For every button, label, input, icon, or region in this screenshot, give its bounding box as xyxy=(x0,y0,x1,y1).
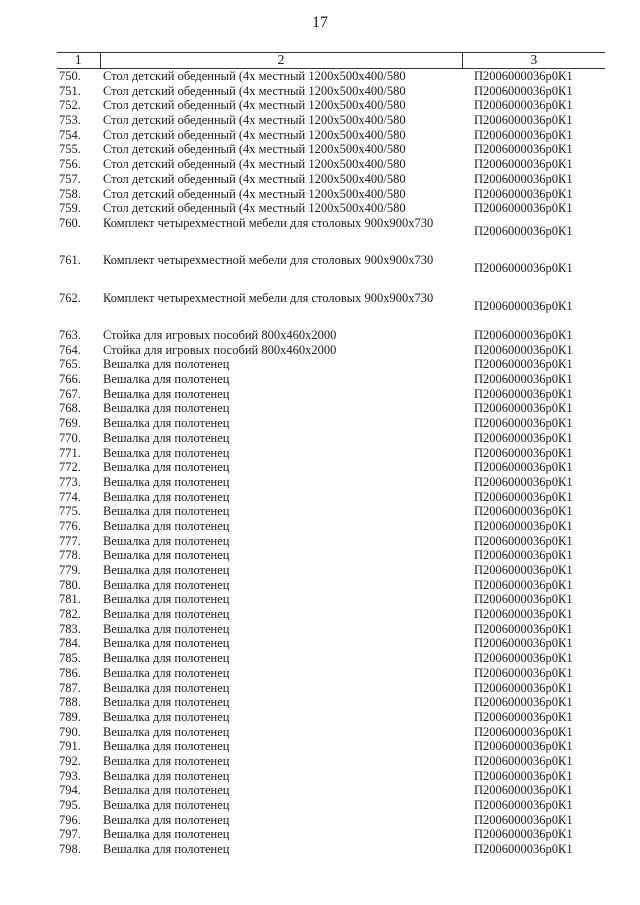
item-code: П2006000036р0К1 xyxy=(474,386,573,401)
item-code: П2006000036р0К1 xyxy=(474,401,573,416)
item-name: Вешалка для полотенец xyxy=(103,489,230,504)
item-name: Вешалка для полотенец xyxy=(103,504,230,519)
table-row xyxy=(57,253,605,290)
row-number: 778. xyxy=(59,548,81,563)
item-name: Вешалка для полотенец xyxy=(103,563,230,578)
item-code: П2006000036р0К1 xyxy=(474,113,573,128)
item-name: Вешалка для полотенец xyxy=(103,665,230,680)
inventory-table xyxy=(57,52,605,857)
table-row xyxy=(57,157,605,172)
table-row xyxy=(57,563,605,578)
item-name: Стол детский обеденный (4х местный 1200х500х400/580 xyxy=(103,157,406,172)
row-number: 768. xyxy=(59,401,81,416)
row-number: 763. xyxy=(59,328,81,343)
table-row xyxy=(57,798,605,813)
item-code: П2006000036р0К1 xyxy=(474,186,573,201)
row-number: 753. xyxy=(59,113,81,128)
item-name: Вешалка для полотенец xyxy=(103,372,230,387)
item-code: П2006000036р0К1 xyxy=(474,548,573,563)
item-name: Вешалка для полотенец xyxy=(103,621,230,636)
item-code: П2006000036р0К1 xyxy=(474,709,573,724)
item-code: П2006000036р0К1 xyxy=(474,261,573,276)
item-code: П2006000036р0К1 xyxy=(474,342,573,357)
row-number: 798. xyxy=(59,842,81,857)
row-number: 774. xyxy=(59,489,81,504)
item-name: Вешалка для полотенец xyxy=(103,460,230,475)
table-row xyxy=(57,769,605,784)
row-number: 787. xyxy=(59,680,81,695)
table-row xyxy=(57,504,605,519)
item-code: П2006000036р0К1 xyxy=(474,563,573,578)
table-row xyxy=(57,387,605,402)
item-name: Вешалка для полотенец xyxy=(103,386,230,401)
item-name: Стол детский обеденный (4х местный 1200х500х400/580 xyxy=(103,113,406,128)
table-row xyxy=(57,636,605,651)
table-body xyxy=(57,69,605,857)
item-code: П2006000036р0К1 xyxy=(474,504,573,519)
row-number: 784. xyxy=(59,636,81,651)
item-code: П2006000036р0К1 xyxy=(474,842,573,857)
row-number: 772. xyxy=(59,460,81,475)
row-number: 771. xyxy=(59,445,81,460)
column-header-1: 1 xyxy=(57,53,100,69)
item-name: Вешалка для полотенец xyxy=(103,739,230,754)
item-name: Вешалка для полотенец xyxy=(103,430,230,445)
row-number: 758. xyxy=(59,186,81,201)
item-name: Стол детский обеденный (4х местный 1200х500х400/580 xyxy=(103,127,406,142)
table-row xyxy=(57,416,605,431)
item-code: П2006000036р0К1 xyxy=(474,142,573,157)
row-number: 756. xyxy=(59,157,81,172)
row-number: 791. xyxy=(59,739,81,754)
item-name: Вешалка для полотенец xyxy=(103,401,230,416)
item-code: П2006000036р0К1 xyxy=(474,680,573,695)
item-name: Стойка для игровых пособий 800х460х2000 xyxy=(103,328,337,343)
column-header-2: 2 xyxy=(100,53,462,69)
row-number: 773. xyxy=(59,474,81,489)
table-header-row xyxy=(57,53,605,69)
table-row xyxy=(57,372,605,387)
table-row xyxy=(57,548,605,563)
item-name: Комплект четырехместной мебели для столовых 900х900х730 xyxy=(103,215,434,230)
item-name: Вешалка для полотенец xyxy=(103,753,230,768)
table-row xyxy=(57,343,605,358)
item-name: Вешалка для полотенец xyxy=(103,768,230,783)
page-number: 17 xyxy=(312,14,328,31)
table-row xyxy=(57,328,605,343)
item-name: Вешалка для полотенец xyxy=(103,709,230,724)
item-code: П2006000036р0К1 xyxy=(474,127,573,142)
item-code: П2006000036р0К1 xyxy=(474,328,573,343)
item-code: П2006000036р0К1 xyxy=(474,695,573,710)
item-code: П2006000036р0К1 xyxy=(474,69,573,83)
row-number: 754. xyxy=(59,127,81,142)
table-row xyxy=(57,69,605,84)
item-code: П2006000036р0К1 xyxy=(474,665,573,680)
row-number: 760. xyxy=(59,215,81,230)
row-number: 752. xyxy=(59,98,81,113)
row-number: 779. xyxy=(59,563,81,578)
row-number: 794. xyxy=(59,783,81,798)
item-name: Вешалка для полотенец xyxy=(103,445,230,460)
item-code: П2006000036р0К1 xyxy=(474,827,573,842)
row-number: 767. xyxy=(59,386,81,401)
item-code: П2006000036р0К1 xyxy=(474,372,573,387)
row-number: 751. xyxy=(59,83,81,98)
table-row xyxy=(57,475,605,490)
item-code: П2006000036р0К1 xyxy=(474,357,573,372)
row-number: 750. xyxy=(59,69,81,83)
item-name: Вешалка для полотенец xyxy=(103,416,230,431)
item-name: Вешалка для полотенец xyxy=(103,474,230,489)
item-name: Вешалка для полотенец xyxy=(103,607,230,622)
item-name: Вешалка для полотенец xyxy=(103,724,230,739)
item-code: П2006000036р0К1 xyxy=(474,489,573,504)
table-row xyxy=(57,783,605,798)
item-code: П2006000036р0К1 xyxy=(474,518,573,533)
item-code: П2006000036р0К1 xyxy=(474,753,573,768)
item-name: Вешалка для полотенец xyxy=(103,827,230,842)
item-code: П2006000036р0К1 xyxy=(474,416,573,431)
item-code: П2006000036р0К1 xyxy=(474,223,573,238)
item-name: Вешалка для полотенец xyxy=(103,798,230,813)
item-code: П2006000036р0К1 xyxy=(474,577,573,592)
table-row xyxy=(57,201,605,216)
item-name: Вешалка для полотенец xyxy=(103,636,230,651)
row-number: 759. xyxy=(59,201,81,216)
item-code: П2006000036р0К1 xyxy=(474,651,573,666)
table-row xyxy=(57,739,605,754)
table-row xyxy=(57,98,605,113)
row-number: 769. xyxy=(59,416,81,431)
table-row xyxy=(57,842,605,857)
item-name: Вешалка для полотенец xyxy=(103,812,230,827)
table-row xyxy=(57,681,605,696)
item-name: Стол детский обеденный (4х местный 1200х500х400/580 xyxy=(103,171,406,186)
item-name: Вешалка для полотенец xyxy=(103,548,230,563)
table-row xyxy=(57,666,605,681)
table-row xyxy=(57,710,605,725)
row-number: 796. xyxy=(59,812,81,827)
item-name: Стол детский обеденный (4х местный 1200х500х400/580 xyxy=(103,142,406,157)
table-row xyxy=(57,607,605,622)
item-name: Комплект четырехместной мебели для столовых 900х900х730 xyxy=(103,290,434,305)
item-name: Вешалка для полотенец xyxy=(103,651,230,666)
row-number: 757. xyxy=(59,171,81,186)
row-number: 788. xyxy=(59,695,81,710)
table-row xyxy=(57,827,605,842)
item-name: Стол детский обеденный (4х местный 1200х500х400/580 xyxy=(103,69,406,83)
row-number: 781. xyxy=(59,592,81,607)
table-row xyxy=(57,187,605,202)
column-header-3: 3 xyxy=(462,53,605,69)
row-number: 790. xyxy=(59,724,81,739)
item-code: П2006000036р0К1 xyxy=(474,83,573,98)
row-number: 793. xyxy=(59,768,81,783)
item-code: П2006000036р0К1 xyxy=(474,783,573,798)
table-row xyxy=(57,592,605,607)
row-number: 761. xyxy=(59,253,81,268)
row-number: 789. xyxy=(59,709,81,724)
item-code: П2006000036р0К1 xyxy=(474,798,573,813)
table-row xyxy=(57,142,605,157)
row-number: 775. xyxy=(59,504,81,519)
item-code: П2006000036р0К1 xyxy=(474,460,573,475)
item-name: Стол детский обеденный (4х местный 1200х500х400/580 xyxy=(103,83,406,98)
table-row xyxy=(57,622,605,637)
table-row xyxy=(57,813,605,828)
item-name: Вешалка для полотенец xyxy=(103,842,230,857)
item-name: Стол детский обеденный (4х местный 1200х500х400/580 xyxy=(103,201,406,216)
item-code: П2006000036р0К1 xyxy=(474,636,573,651)
item-name: Вешалка для полотенец xyxy=(103,592,230,607)
item-code: П2006000036р0К1 xyxy=(474,157,573,172)
item-name: Вешалка для полотенец xyxy=(103,518,230,533)
row-number: 766. xyxy=(59,372,81,387)
item-code: П2006000036р0К1 xyxy=(474,171,573,186)
table-row xyxy=(57,291,605,328)
row-number: 782. xyxy=(59,607,81,622)
table-row xyxy=(57,431,605,446)
item-code: П2006000036р0К1 xyxy=(474,430,573,445)
table-row xyxy=(57,578,605,593)
table-row xyxy=(57,128,605,143)
item-code: П2006000036р0К1 xyxy=(474,298,573,313)
item-code: П2006000036р0К1 xyxy=(474,474,573,489)
row-number: 783. xyxy=(59,621,81,636)
table-row xyxy=(57,357,605,372)
row-number: 795. xyxy=(59,798,81,813)
item-code: П2006000036р0К1 xyxy=(474,621,573,636)
row-number: 777. xyxy=(59,533,81,548)
item-code: П2006000036р0К1 xyxy=(474,592,573,607)
row-number: 764. xyxy=(59,342,81,357)
item-name: Стойка для игровых пособий 800х460х2000 xyxy=(103,342,337,357)
row-number: 792. xyxy=(59,753,81,768)
item-name: Вешалка для полотенец xyxy=(103,783,230,798)
item-name: Вешалка для полотенец xyxy=(103,357,230,372)
table-row xyxy=(57,446,605,461)
row-number: 786. xyxy=(59,665,81,680)
item-name: Вешалка для полотенец xyxy=(103,533,230,548)
item-name: Стол детский обеденный (4х местный 1200х500х400/580 xyxy=(103,186,406,201)
table-row xyxy=(57,172,605,187)
row-number: 797. xyxy=(59,827,81,842)
item-code: П2006000036р0К1 xyxy=(474,533,573,548)
item-code: П2006000036р0К1 xyxy=(474,739,573,754)
table-row xyxy=(57,695,605,710)
item-name: Вешалка для полотенец xyxy=(103,577,230,592)
table-row xyxy=(57,401,605,416)
row-number: 770. xyxy=(59,430,81,445)
item-code: П2006000036р0К1 xyxy=(474,724,573,739)
row-number: 780. xyxy=(59,577,81,592)
row-number: 755. xyxy=(59,142,81,157)
table-row xyxy=(57,534,605,549)
item-code: П2006000036р0К1 xyxy=(474,201,573,216)
table-row xyxy=(57,725,605,740)
table-row xyxy=(57,519,605,534)
row-number: 785. xyxy=(59,651,81,666)
item-code: П2006000036р0К1 xyxy=(474,768,573,783)
item-code: П2006000036р0К1 xyxy=(474,445,573,460)
table-row xyxy=(57,651,605,666)
item-name: Вешалка для полотенец xyxy=(103,695,230,710)
table-row xyxy=(57,490,605,505)
item-code: П2006000036р0К1 xyxy=(474,812,573,827)
item-name: Стол детский обеденный (4х местный 1200х500х400/580 xyxy=(103,98,406,113)
table-row xyxy=(57,754,605,769)
table-row xyxy=(57,216,605,253)
table-row xyxy=(57,84,605,99)
item-code: П2006000036р0К1 xyxy=(474,98,573,113)
table-row xyxy=(57,113,605,128)
item-name: Вешалка для полотенец xyxy=(103,680,230,695)
row-number: 776. xyxy=(59,518,81,533)
item-code: П2006000036р0К1 xyxy=(474,607,573,622)
item-name: Комплект четырехместной мебели для столовых 900х900х730 xyxy=(103,253,434,268)
row-number: 765. xyxy=(59,357,81,372)
table-row xyxy=(57,460,605,475)
row-number: 762. xyxy=(59,290,81,305)
